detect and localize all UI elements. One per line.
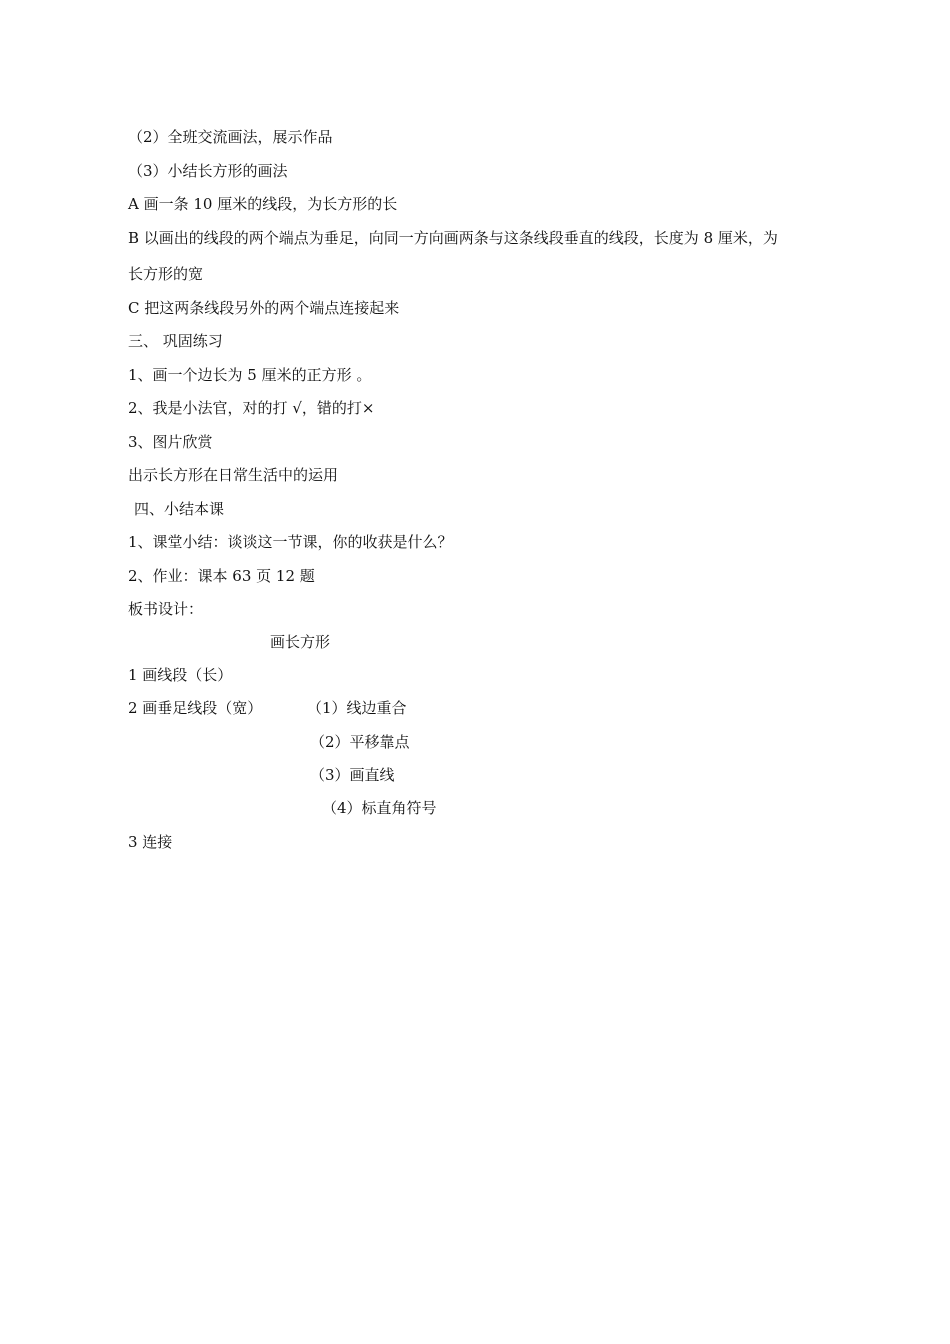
text-line: 板书设计：: [128, 600, 204, 618]
text-line: 3、图片欣赏: [128, 433, 213, 451]
board-subitem: （3）画直线: [310, 766, 395, 784]
board-subitem: （2）平移靠点: [310, 733, 410, 751]
board-subitem: （4）标直角符号: [322, 799, 437, 817]
text-line: 1、课堂小结：谈谈这一节课，你的收获是什么？: [128, 533, 453, 551]
section-heading: 四、小结本课: [134, 500, 225, 518]
board-item: 3 连接: [128, 833, 173, 851]
board-subitem: （1）线边重合: [307, 699, 407, 717]
text-line: A 画一条 10 厘米的线段，为长方形的长: [128, 195, 398, 213]
board-title: 画长方形: [270, 633, 331, 651]
text-line: 长方形的宽: [128, 265, 204, 283]
board-item: 1 画线段（长）: [128, 666, 233, 684]
text-line: （2）全班交流画法，展示作品: [128, 128, 333, 146]
text-line: 2、作业：课本 63 页 12 题: [128, 567, 315, 585]
text-line: 2、我是小法官，对的打 √，错的打×: [128, 399, 375, 417]
text-line: C 把这两条线段另外的两个端点连接起来: [128, 299, 400, 317]
text-line: 出示长方形在日常生活中的运用: [128, 466, 339, 484]
board-item: 2 画垂足线段（宽）: [128, 699, 263, 717]
text-line: B 以画出的线段的两个端点为垂足，向同一方向画两条与这条线段垂直的线段，长度为 8 厘米，为: [128, 229, 778, 247]
section-heading: 三、 巩固练习: [128, 332, 223, 350]
text-line: 1、画一个边长为 5 厘米的正方形 。: [128, 366, 372, 384]
text-line: （3）小结长方形的画法: [128, 162, 288, 180]
